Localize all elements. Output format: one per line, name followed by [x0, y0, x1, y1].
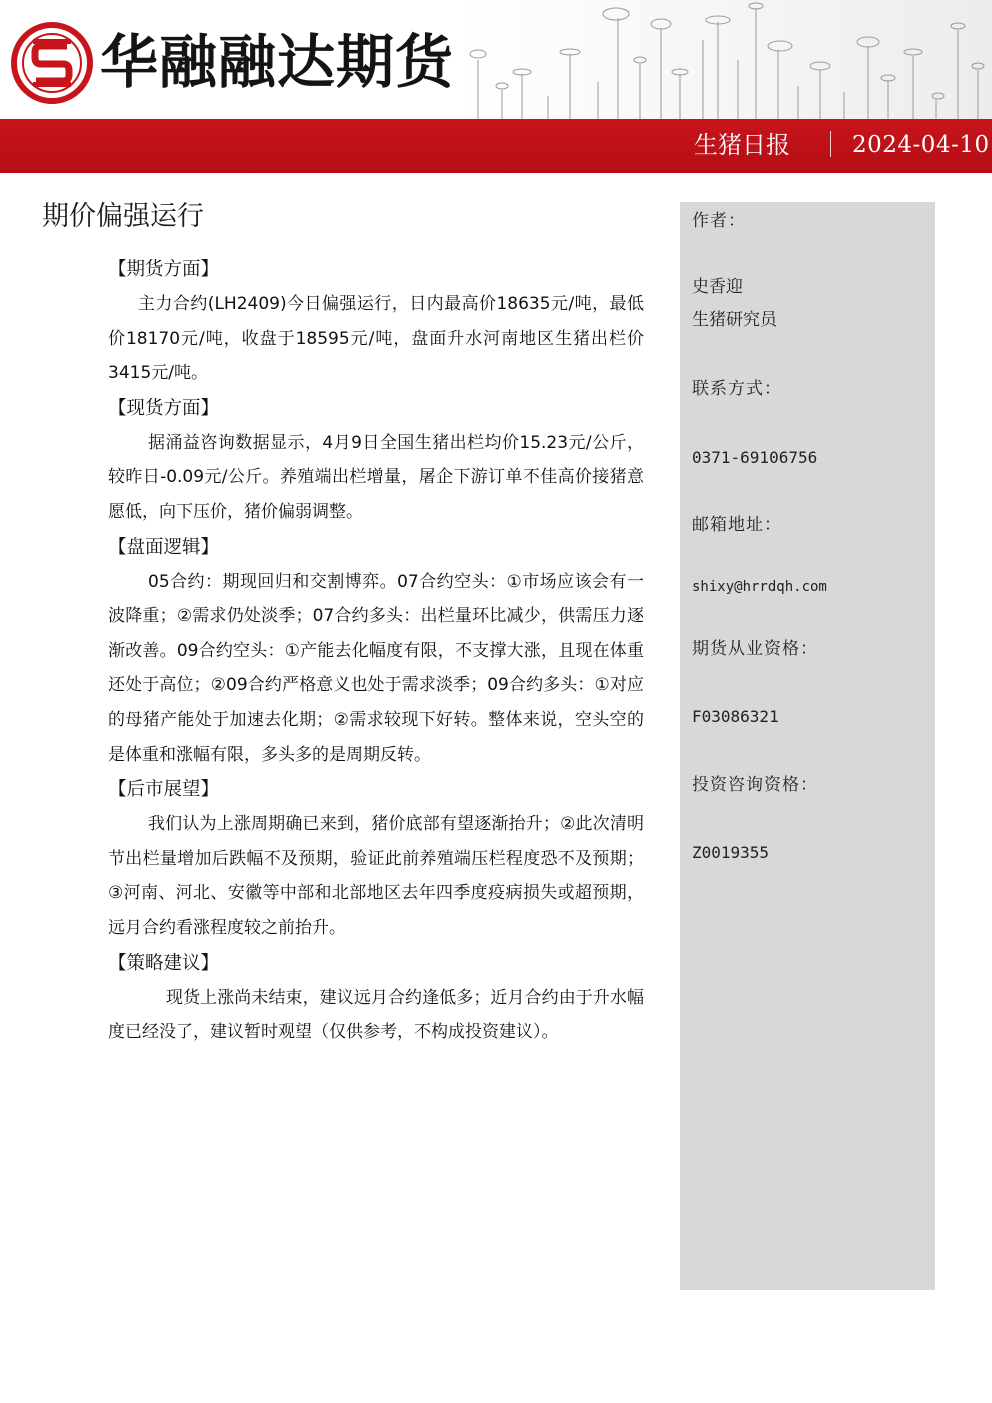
header-separator: [830, 131, 831, 157]
email-label: 邮箱地址：: [692, 515, 782, 535]
futures-qualification-number: F03086321: [692, 707, 779, 726]
contact-label: 联系方式：: [692, 379, 782, 399]
section-paragraph: 05合约：期现回归和交割博弈。07合约空头：①市场应该会有一波降重；②需求仍处淡季；07合约多头：出栏量环比减少，供需压力逐渐改善。09合约空头：①产能去化幅度有限，不支撑大涨，且现在体重还处于高位；②09合约严格意义也处于需求淡季；09合约多头：①对应的母猪产能处于加速去化期；②需求较现下好转。整体来说，空头空的是体重和涨幅有限，多头多的是周期反转。: [108, 571, 644, 765]
header-decoration: [458, 0, 992, 120]
email-address[interactable]: shixy@hrrdqh.com: [692, 579, 827, 595]
investment-qualification-number: Z0019355: [692, 843, 770, 862]
section-futures: [108, 252, 644, 391]
section-heading: 【策略建议】: [108, 952, 220, 974]
contact-phone: 0371-69106756: [692, 448, 818, 467]
brand-name: 华融融达期货: [100, 28, 455, 96]
author-sidebar: [680, 202, 935, 1290]
section-spot: [108, 391, 644, 530]
section-logic: [108, 530, 644, 773]
report-body: [108, 252, 644, 1050]
section-heading: 【后市展望】: [108, 779, 220, 801]
section-heading: 【期货方面】: [108, 259, 220, 280]
section-heading: 【现货方面】: [108, 397, 220, 419]
author-label: 作者：: [692, 211, 746, 231]
section-paragraph: 现货上涨尚未结束，建议远月合约逢低多；近月合约由于升水幅度已经没了，建议暂时观望（仅供参考，不构成投资建议）。: [108, 987, 644, 1043]
section-outlook: [108, 772, 644, 945]
author-name: 史香迎: [692, 277, 743, 297]
section-paragraph: 我们认为上涨周期确已来到，猪价底部有望逐渐抬升；②此次清明节出栏量增加后跌幅不及预期，验证此前养殖端压栏程度恐不及预期；③河南、河北、安徽等中部和北部地区去年四季度疫病损失或超预期，远月合约看涨程度较之前抬升。: [108, 814, 644, 938]
section-paragraph: 主力合约(LH2409)今日偏强运行，日内最高价18635元/吨，最低价18170元/吨，收盘于18595元/吨，盘面升水河南地区生猪出栏价3415元/吨。: [108, 294, 644, 384]
section-paragraph: 据涌益咨询数据显示，4月9日全国生猪出栏均价15.23元/公斤，较昨日-0.09元/公斤。养殖端出栏增量，屠企下游订单不佳高价接猪意愿低，向下压价，猪价偏弱调整。: [108, 432, 644, 522]
header-red-band: [0, 119, 992, 173]
report-title: 期价偏强运行: [42, 201, 204, 232]
futures-qualification-label: 期货从业资格：: [692, 639, 818, 659]
section-strategy: [108, 946, 644, 1050]
report-date: 2024-04-10: [852, 132, 990, 158]
investment-qualification-label: 投资咨询资格：: [692, 775, 818, 795]
section-heading: 【盘面逻辑】: [108, 536, 220, 558]
report-type: 生猪日报: [694, 131, 790, 159]
company-logo-icon: [11, 22, 93, 104]
report-header: [0, 0, 992, 175]
author-title: 生猪研究员: [692, 310, 777, 330]
